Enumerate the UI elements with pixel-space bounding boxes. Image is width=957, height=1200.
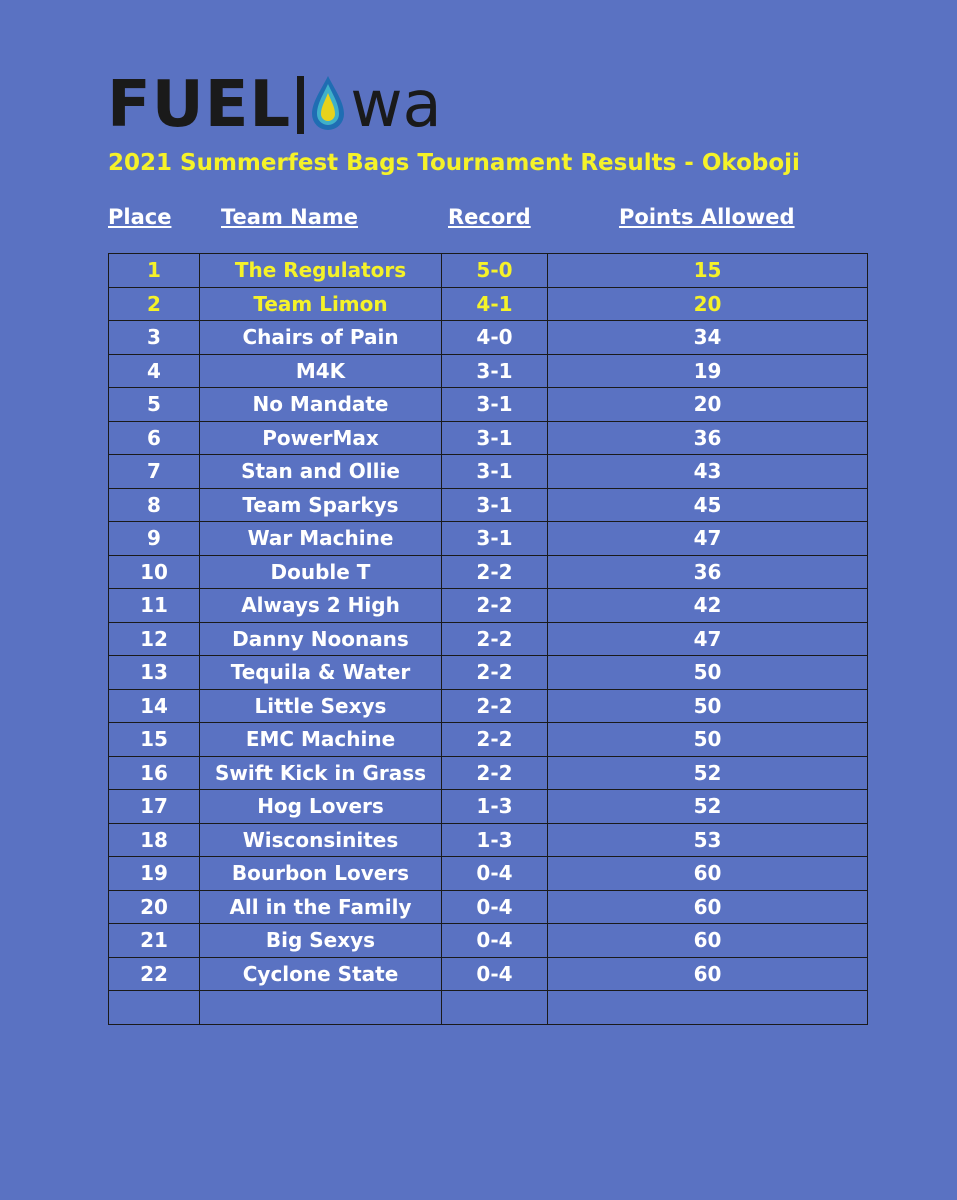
place-cell: 17 <box>109 790 200 824</box>
place-cell <box>109 991 200 1025</box>
record-cell: 3-1 <box>442 455 548 489</box>
record-cell: 3-1 <box>442 522 548 556</box>
record-cell: 3-1 <box>442 421 548 455</box>
table-row <box>109 689 868 723</box>
results-table-body <box>109 254 868 1025</box>
points-allowed-cell: 47 <box>548 522 868 556</box>
team-name-cell: Stan and Ollie <box>200 455 442 489</box>
record-cell: 2-2 <box>442 656 548 690</box>
table-row <box>109 254 868 288</box>
results-table <box>108 253 868 1025</box>
team-name-cell: Wisconsinites <box>200 823 442 857</box>
column-header-record: Record <box>448 205 531 229</box>
place-cell: 22 <box>109 957 200 991</box>
points-allowed-cell: 50 <box>548 656 868 690</box>
place-cell: 7 <box>109 455 200 489</box>
fuel-drop-icon <box>308 74 348 136</box>
team-name-cell: War Machine <box>200 522 442 556</box>
team-name-cell: PowerMax <box>200 421 442 455</box>
points-allowed-cell: 60 <box>548 924 868 958</box>
place-cell: 13 <box>109 656 200 690</box>
team-name-cell: All in the Family <box>200 890 442 924</box>
place-cell: 2 <box>109 287 200 321</box>
table-row <box>109 723 868 757</box>
record-cell: 0-4 <box>442 924 548 958</box>
points-allowed-cell: 45 <box>548 488 868 522</box>
points-allowed-cell: 36 <box>548 421 868 455</box>
table-row <box>109 589 868 623</box>
points-allowed-cell: 53 <box>548 823 868 857</box>
table-row <box>109 656 868 690</box>
points-allowed-cell: 60 <box>548 857 868 891</box>
table-row <box>109 287 868 321</box>
record-cell: 2-2 <box>442 689 548 723</box>
record-cell: 2-2 <box>442 756 548 790</box>
table-row <box>109 957 868 991</box>
place-cell: 19 <box>109 857 200 891</box>
table-row <box>109 756 868 790</box>
record-cell: 3-1 <box>442 488 548 522</box>
team-name-cell: Double T <box>200 555 442 589</box>
points-allowed-cell: 20 <box>548 287 868 321</box>
record-cell: 2-2 <box>442 555 548 589</box>
page-title: 2021 Summerfest Bags Tournament Results - Okoboji <box>108 150 800 176</box>
record-cell: 2-2 <box>442 589 548 623</box>
points-allowed-cell: 42 <box>548 589 868 623</box>
column-header-team-name: Team Name <box>221 205 359 229</box>
points-allowed-cell: 50 <box>548 689 868 723</box>
team-name-cell <box>200 991 442 1025</box>
place-cell: 4 <box>109 354 200 388</box>
record-cell: 4-0 <box>442 321 548 355</box>
team-name-cell: EMC Machine <box>200 723 442 757</box>
logo-divider-bar <box>297 76 304 134</box>
place-cell: 20 <box>109 890 200 924</box>
place-cell: 3 <box>109 321 200 355</box>
points-allowed-cell <box>548 991 868 1025</box>
table-row <box>109 991 868 1025</box>
record-cell <box>442 991 548 1025</box>
points-allowed-cell: 36 <box>548 555 868 589</box>
record-cell: 4-1 <box>442 287 548 321</box>
record-cell: 2-2 <box>442 622 548 656</box>
record-cell: 0-4 <box>442 857 548 891</box>
column-header-points-allowed: Points Allowed <box>619 205 795 229</box>
team-name-cell: Bourbon Lovers <box>200 857 442 891</box>
place-cell: 10 <box>109 555 200 589</box>
team-name-cell: Team Limon <box>200 287 442 321</box>
table-row <box>109 924 868 958</box>
team-name-cell: No Mandate <box>200 388 442 422</box>
record-cell: 1-3 <box>442 823 548 857</box>
table-row <box>109 522 868 556</box>
team-name-cell: Tequila & Water <box>200 656 442 690</box>
place-cell: 16 <box>109 756 200 790</box>
record-cell: 5-0 <box>442 254 548 288</box>
record-cell: 0-4 <box>442 890 548 924</box>
team-name-cell: Team Sparkys <box>200 488 442 522</box>
team-name-cell: M4K <box>200 354 442 388</box>
table-row <box>109 890 868 924</box>
place-cell: 15 <box>109 723 200 757</box>
points-allowed-cell: 52 <box>548 790 868 824</box>
record-cell: 3-1 <box>442 388 548 422</box>
table-row <box>109 622 868 656</box>
record-cell: 3-1 <box>442 354 548 388</box>
table-row <box>109 421 868 455</box>
table-row <box>109 388 868 422</box>
team-name-cell: Hog Lovers <box>200 790 442 824</box>
place-cell: 18 <box>109 823 200 857</box>
points-allowed-cell: 34 <box>548 321 868 355</box>
logo-word-wa: wa <box>350 68 442 142</box>
points-allowed-cell: 43 <box>548 455 868 489</box>
record-cell: 2-2 <box>442 723 548 757</box>
place-cell: 12 <box>109 622 200 656</box>
table-row <box>109 790 868 824</box>
team-name-cell: Always 2 High <box>200 589 442 623</box>
record-cell: 0-4 <box>442 957 548 991</box>
team-name-cell: The Regulators <box>200 254 442 288</box>
logo-word-fuel: FUEL <box>107 68 292 142</box>
team-name-cell: Little Sexys <box>200 689 442 723</box>
points-allowed-cell: 60 <box>548 890 868 924</box>
table-row <box>109 321 868 355</box>
points-allowed-cell: 15 <box>548 254 868 288</box>
place-cell: 6 <box>109 421 200 455</box>
points-allowed-cell: 52 <box>548 756 868 790</box>
table-row <box>109 823 868 857</box>
points-allowed-cell: 47 <box>548 622 868 656</box>
fuel-iowa-logo <box>107 70 442 140</box>
place-cell: 1 <box>109 254 200 288</box>
team-name-cell: Big Sexys <box>200 924 442 958</box>
points-allowed-cell: 19 <box>548 354 868 388</box>
place-cell: 11 <box>109 589 200 623</box>
table-row <box>109 857 868 891</box>
place-cell: 5 <box>109 388 200 422</box>
table-row <box>109 354 868 388</box>
team-name-cell: Cyclone State <box>200 957 442 991</box>
place-cell: 8 <box>109 488 200 522</box>
points-allowed-cell: 60 <box>548 957 868 991</box>
column-header-place: Place <box>108 205 172 229</box>
table-row <box>109 455 868 489</box>
table-row <box>109 555 868 589</box>
points-allowed-cell: 20 <box>548 388 868 422</box>
table-row <box>109 488 868 522</box>
team-name-cell: Chairs of Pain <box>200 321 442 355</box>
place-cell: 21 <box>109 924 200 958</box>
team-name-cell: Swift Kick in Grass <box>200 756 442 790</box>
points-allowed-cell: 50 <box>548 723 868 757</box>
place-cell: 9 <box>109 522 200 556</box>
place-cell: 14 <box>109 689 200 723</box>
team-name-cell: Danny Noonans <box>200 622 442 656</box>
record-cell: 1-3 <box>442 790 548 824</box>
